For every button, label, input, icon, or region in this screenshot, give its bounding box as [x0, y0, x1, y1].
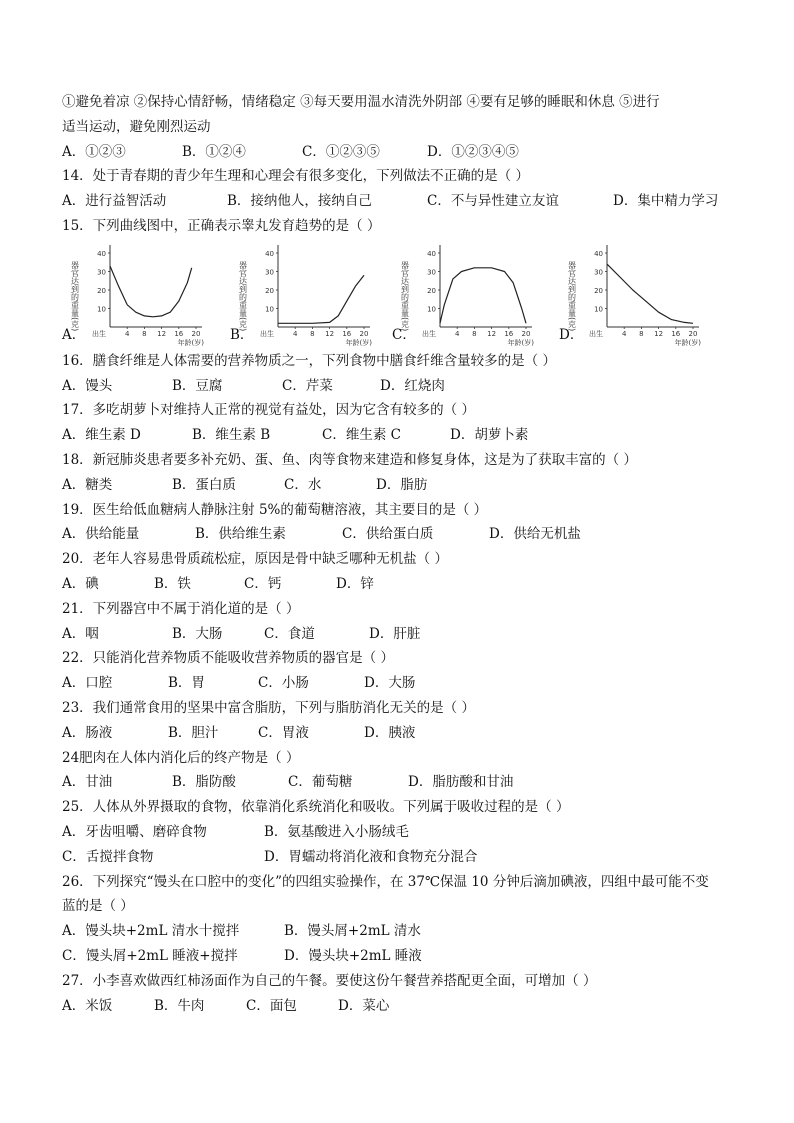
x-tick-label: 8 — [639, 329, 644, 338]
x-axis-label: 年龄(岁) — [345, 338, 372, 347]
curve-graph-a — [62, 239, 212, 349]
growth-curve — [278, 275, 364, 323]
origin-label: 出生 — [589, 329, 603, 338]
y-tick-label: 40 — [97, 249, 106, 258]
origin-label: 出生 — [92, 329, 106, 338]
q18-options — [62, 473, 742, 498]
y-tick-label: 20 — [594, 286, 603, 295]
q19-option-c[interactable]: C．供给蛋白质 — [342, 526, 434, 543]
q18-option-a[interactable]: A．糖类 — [62, 476, 113, 493]
y-tick-label: 30 — [594, 268, 603, 277]
x-tick-label: 8 — [472, 329, 477, 338]
q15-figure-d[interactable] — [559, 239, 709, 349]
q19-option-b[interactable]: B．供给维生素 — [195, 526, 286, 543]
x-tick-label: 16 — [504, 329, 514, 338]
x-tick-label: 16 — [174, 329, 184, 338]
q17-option-c[interactable]: C．维生素 C — [322, 427, 401, 444]
q16-option-a[interactable]: A．馒头 — [62, 377, 113, 394]
y-tick-label: 30 — [427, 268, 436, 277]
q22-option-d[interactable]: D．大肠 — [364, 675, 416, 692]
q26-stem-line2: 蓝的是（ ） — [62, 898, 134, 915]
q13-options — [62, 140, 742, 165]
intro-line-1: ①避免着凉 ②保持心情舒畅，情绪稳定 ③每天要用温水清洗外阴部 ④要有足够的睡眠和休息 ⑤进行 — [62, 94, 660, 110]
x-tick-label: 20 — [359, 329, 369, 338]
q19-option-d[interactable]: D．供给无机盐 — [489, 526, 581, 543]
q22-option-a[interactable]: A．口腔 — [62, 675, 113, 692]
curve-graph-c — [392, 239, 542, 349]
x-axis-label: 年龄(岁) — [507, 338, 534, 347]
q23-options — [62, 721, 742, 746]
x-tick-label: 16 — [671, 329, 681, 338]
q16-option-c[interactable]: C．芹菜 — [282, 377, 333, 394]
q18-option-d[interactable]: D．脂肪 — [376, 476, 428, 493]
x-axis-label: 年龄(岁) — [177, 338, 204, 347]
q27-options — [62, 994, 742, 1019]
q25-option-b[interactable]: B．氨基酸进入小肠绒毛 — [264, 823, 409, 840]
q26-option-c[interactable]: C．馒头屑+2mL 睡液+搅拌 — [62, 947, 238, 964]
x-tick-label: 4 — [124, 329, 130, 338]
y-axis-label: 器官达到的重量(克) — [400, 260, 410, 332]
q27-stem: 27．小李喜欢做西红柿汤面作为自己的午餐。要使这份午餐营养搭配更全面，可增加（ ） — [62, 972, 597, 989]
q26-options-row1 — [62, 919, 742, 944]
q22-option-b[interactable]: B．胃 — [168, 675, 205, 692]
q24-option-c[interactable]: C．葡萄糖 — [288, 774, 353, 791]
q22-stem: 22．只能消化营养物质不能吸收营养物质的器官是（ ） — [62, 650, 394, 667]
q15-figure-label: C． — [392, 326, 416, 343]
q16-stem: 16．膳食纤维是人体需要的营养物质之一，下列食物中膳食纤维含量较多的是（ ） — [62, 352, 556, 369]
q15-figure-a[interactable] — [62, 239, 212, 349]
q18-stem: 18．新冠肺炎患者要多补充奶、蛋、鱼、肉等食物来建造和修复身体，这是为了获取丰富的（ ） — [62, 451, 637, 468]
q20-options — [62, 572, 742, 597]
curve-graph-b — [230, 239, 380, 349]
q27-option-a[interactable]: A．米饭 — [62, 997, 113, 1014]
q16-option-b[interactable]: B．豆腐 — [172, 377, 223, 394]
q26-stem-line1: 26．下列探究“馒头在口腔中的变化”的四组实验操作，在 37℃保温 10 分钟后滴加碘液，四组中最可能不变 — [62, 873, 709, 890]
q26-option-d[interactable]: D．馒头块+2mL 睡液 — [284, 947, 422, 964]
q21-option-d[interactable]: D．肝脏 — [369, 625, 421, 642]
y-tick-label: 40 — [265, 249, 274, 258]
q14-option-c[interactable]: C．不与异性建立友谊 — [427, 193, 559, 210]
x-tick-label: 12 — [654, 329, 664, 338]
x-tick-label: 16 — [342, 329, 352, 338]
q15-figure-label: A． — [62, 326, 86, 343]
intro-line-2: 适当运动，避免刚烈运动 — [62, 118, 211, 135]
q25-option-c[interactable]: C．舌搅拌食物 — [62, 848, 154, 865]
y-tick-label: 20 — [427, 286, 436, 295]
q14-stem: 14．处于青春期的青少年生理和心理会有很多变化，下列做法不正确的是（ ） — [62, 168, 529, 185]
y-axis-label: 器官达到的重量(克) — [238, 260, 248, 332]
q24-option-d[interactable]: D．脂肪酸和甘油 — [408, 774, 514, 791]
x-tick-label: 4 — [454, 329, 460, 338]
q25-stem: 25．人体从外界摄取的食物，依靠消化系统消化和吸收。下列属于吸收过程的是（ ） — [62, 799, 570, 816]
x-tick-label: 20 — [688, 329, 698, 338]
q25-option-d[interactable]: D．胃蠕动将消化液和食物充分混合 — [264, 848, 478, 865]
q16-options — [62, 374, 742, 399]
q15-figures — [62, 239, 742, 349]
q26-option-b[interactable]: B．馒头屑+2mL 清水 — [284, 923, 421, 940]
q19-options — [62, 522, 742, 547]
growth-curve — [110, 266, 192, 317]
growth-curve — [440, 268, 526, 324]
q19-option-a[interactable]: A．供给能量 — [62, 526, 140, 543]
q22-options — [62, 671, 742, 696]
q21-options — [62, 622, 742, 647]
q24-option-b[interactable]: B．脂防酸 — [172, 774, 236, 791]
q20-stem: 20．老年人容易患骨质疏松症，原因是骨中缺乏哪种无机盐（ ） — [62, 551, 448, 568]
q24-options — [62, 770, 742, 795]
curve-graph-d — [559, 239, 709, 349]
q23-option-b[interactable]: B．胆汁 — [168, 724, 219, 741]
q17-options — [62, 423, 742, 448]
q21-stem: 21．下列器宫中不属于消化道的是（ ） — [62, 600, 300, 617]
q17-option-b[interactable]: B．维生素 B — [192, 427, 271, 444]
x-tick-label: 20 — [521, 329, 531, 338]
q14-options — [62, 189, 742, 214]
q25-options-row2 — [62, 845, 742, 870]
origin-label: 出生 — [422, 329, 436, 338]
q19-stem: 19．医生给低血糖病人静脉注射 5%的葡萄糖溶液，其主要目的是（ ） — [62, 501, 488, 518]
q25-options-row1 — [62, 820, 742, 845]
q26-options-row2 — [62, 944, 742, 969]
q17-stem: 17．多吃胡萝卜对维持人正常的视觉有益处，因为它含有较多的（ ） — [62, 402, 475, 419]
y-tick-label: 30 — [265, 268, 274, 277]
y-tick-label: 30 — [97, 268, 106, 277]
q24-stem: 24肥肉在人体内消化后的终产物是（ ） — [62, 749, 300, 766]
x-tick-label: 4 — [292, 329, 298, 338]
x-tick-label: 20 — [191, 329, 201, 338]
q15-figure-b[interactable] — [230, 239, 380, 349]
q14-option-a[interactable]: A．进行益智活动 — [62, 193, 167, 210]
y-tick-label: 10 — [97, 305, 106, 314]
x-tick-label: 4 — [621, 329, 627, 338]
q27-option-c[interactable]: C．面包 — [246, 997, 297, 1014]
x-tick-label: 12 — [487, 329, 497, 338]
y-tick-label: 10 — [265, 305, 274, 314]
q17-option-d[interactable]: D．胡萝卜素 — [450, 427, 529, 444]
y-tick-label: 10 — [427, 305, 436, 314]
y-tick-label: 40 — [594, 249, 603, 258]
q21-option-c[interactable]: C．食道 — [264, 625, 315, 642]
q14-option-d[interactable]: D．集中精力学习 — [613, 193, 719, 210]
q16-option-d[interactable]: D．红烧肉 — [380, 377, 445, 394]
q15-figure-label: D． — [559, 326, 584, 343]
x-tick-label: 12 — [325, 329, 335, 338]
y-tick-label: 20 — [97, 286, 106, 295]
q14-option-b[interactable]: B．接纳他人，接纳自己 — [227, 193, 372, 210]
y-tick-label: 20 — [265, 286, 274, 295]
y-tick-label: 10 — [594, 305, 603, 314]
q23-stem: 23．我们通常食用的坚果中富含脂肪，下列与脂肪消化无关的是（ ） — [62, 699, 475, 716]
q20-option-d[interactable]: D．锌 — [336, 575, 374, 592]
q24-option-a[interactable]: A．甘油 — [62, 774, 113, 791]
q23-option-a[interactable]: A．肠液 — [62, 724, 113, 741]
q21-option-b[interactable]: B．大肠 — [172, 625, 223, 642]
exam-page — [62, 90, 742, 1018]
q17-option-a[interactable]: A．维生素 D — [62, 427, 141, 444]
q27-option-d[interactable]: D．菜心 — [338, 997, 390, 1014]
q26-option-a[interactable]: A．馒头块+2mL 清水十搅拌 — [62, 923, 240, 940]
q13-option-c[interactable]: C．①②③⑤ — [302, 143, 380, 160]
q20-option-a[interactable]: A．碘 — [62, 575, 99, 592]
y-axis-label: 器官达到的重量(克) — [567, 260, 577, 332]
q20-option-b[interactable]: B．铁 — [154, 575, 191, 592]
q15-figure-c[interactable] — [392, 239, 542, 349]
q23-option-c[interactable]: C．胃液 — [258, 724, 309, 741]
origin-label: 出生 — [260, 329, 274, 338]
q20-option-c[interactable]: C．钙 — [244, 575, 282, 592]
q15-stem: 15．下列曲线图中，正确表示睾丸发育趋势的是（ ） — [62, 217, 381, 234]
growth-curve — [607, 264, 693, 323]
y-axis-label: 器官达到的重量(克) — [70, 260, 80, 332]
q18-option-b[interactable]: B．蛋白质 — [172, 476, 236, 493]
x-tick-label: 12 — [157, 329, 167, 338]
q18-option-c[interactable]: C．水 — [284, 476, 322, 493]
y-tick-label: 40 — [427, 249, 436, 258]
q13-option-b[interactable]: B．①②④ — [182, 143, 246, 160]
q22-option-c[interactable]: C．小肠 — [258, 675, 309, 692]
x-tick-label: 8 — [310, 329, 315, 338]
q25-option-a[interactable]: A．牙齿咀嚼、磨碎食物 — [62, 823, 207, 840]
x-axis-label: 年龄(岁) — [674, 338, 701, 347]
q15-figure-label: B． — [230, 326, 254, 343]
x-tick-label: 8 — [142, 329, 147, 338]
q21-option-a[interactable]: A．咽 — [62, 625, 99, 642]
q27-option-b[interactable]: B．牛肉 — [154, 997, 205, 1014]
q13-option-a[interactable]: A．①②③ — [62, 143, 126, 160]
q23-option-d[interactable]: D．胰液 — [364, 724, 416, 741]
q13-option-d[interactable]: D．①②③④⑤ — [427, 143, 519, 160]
